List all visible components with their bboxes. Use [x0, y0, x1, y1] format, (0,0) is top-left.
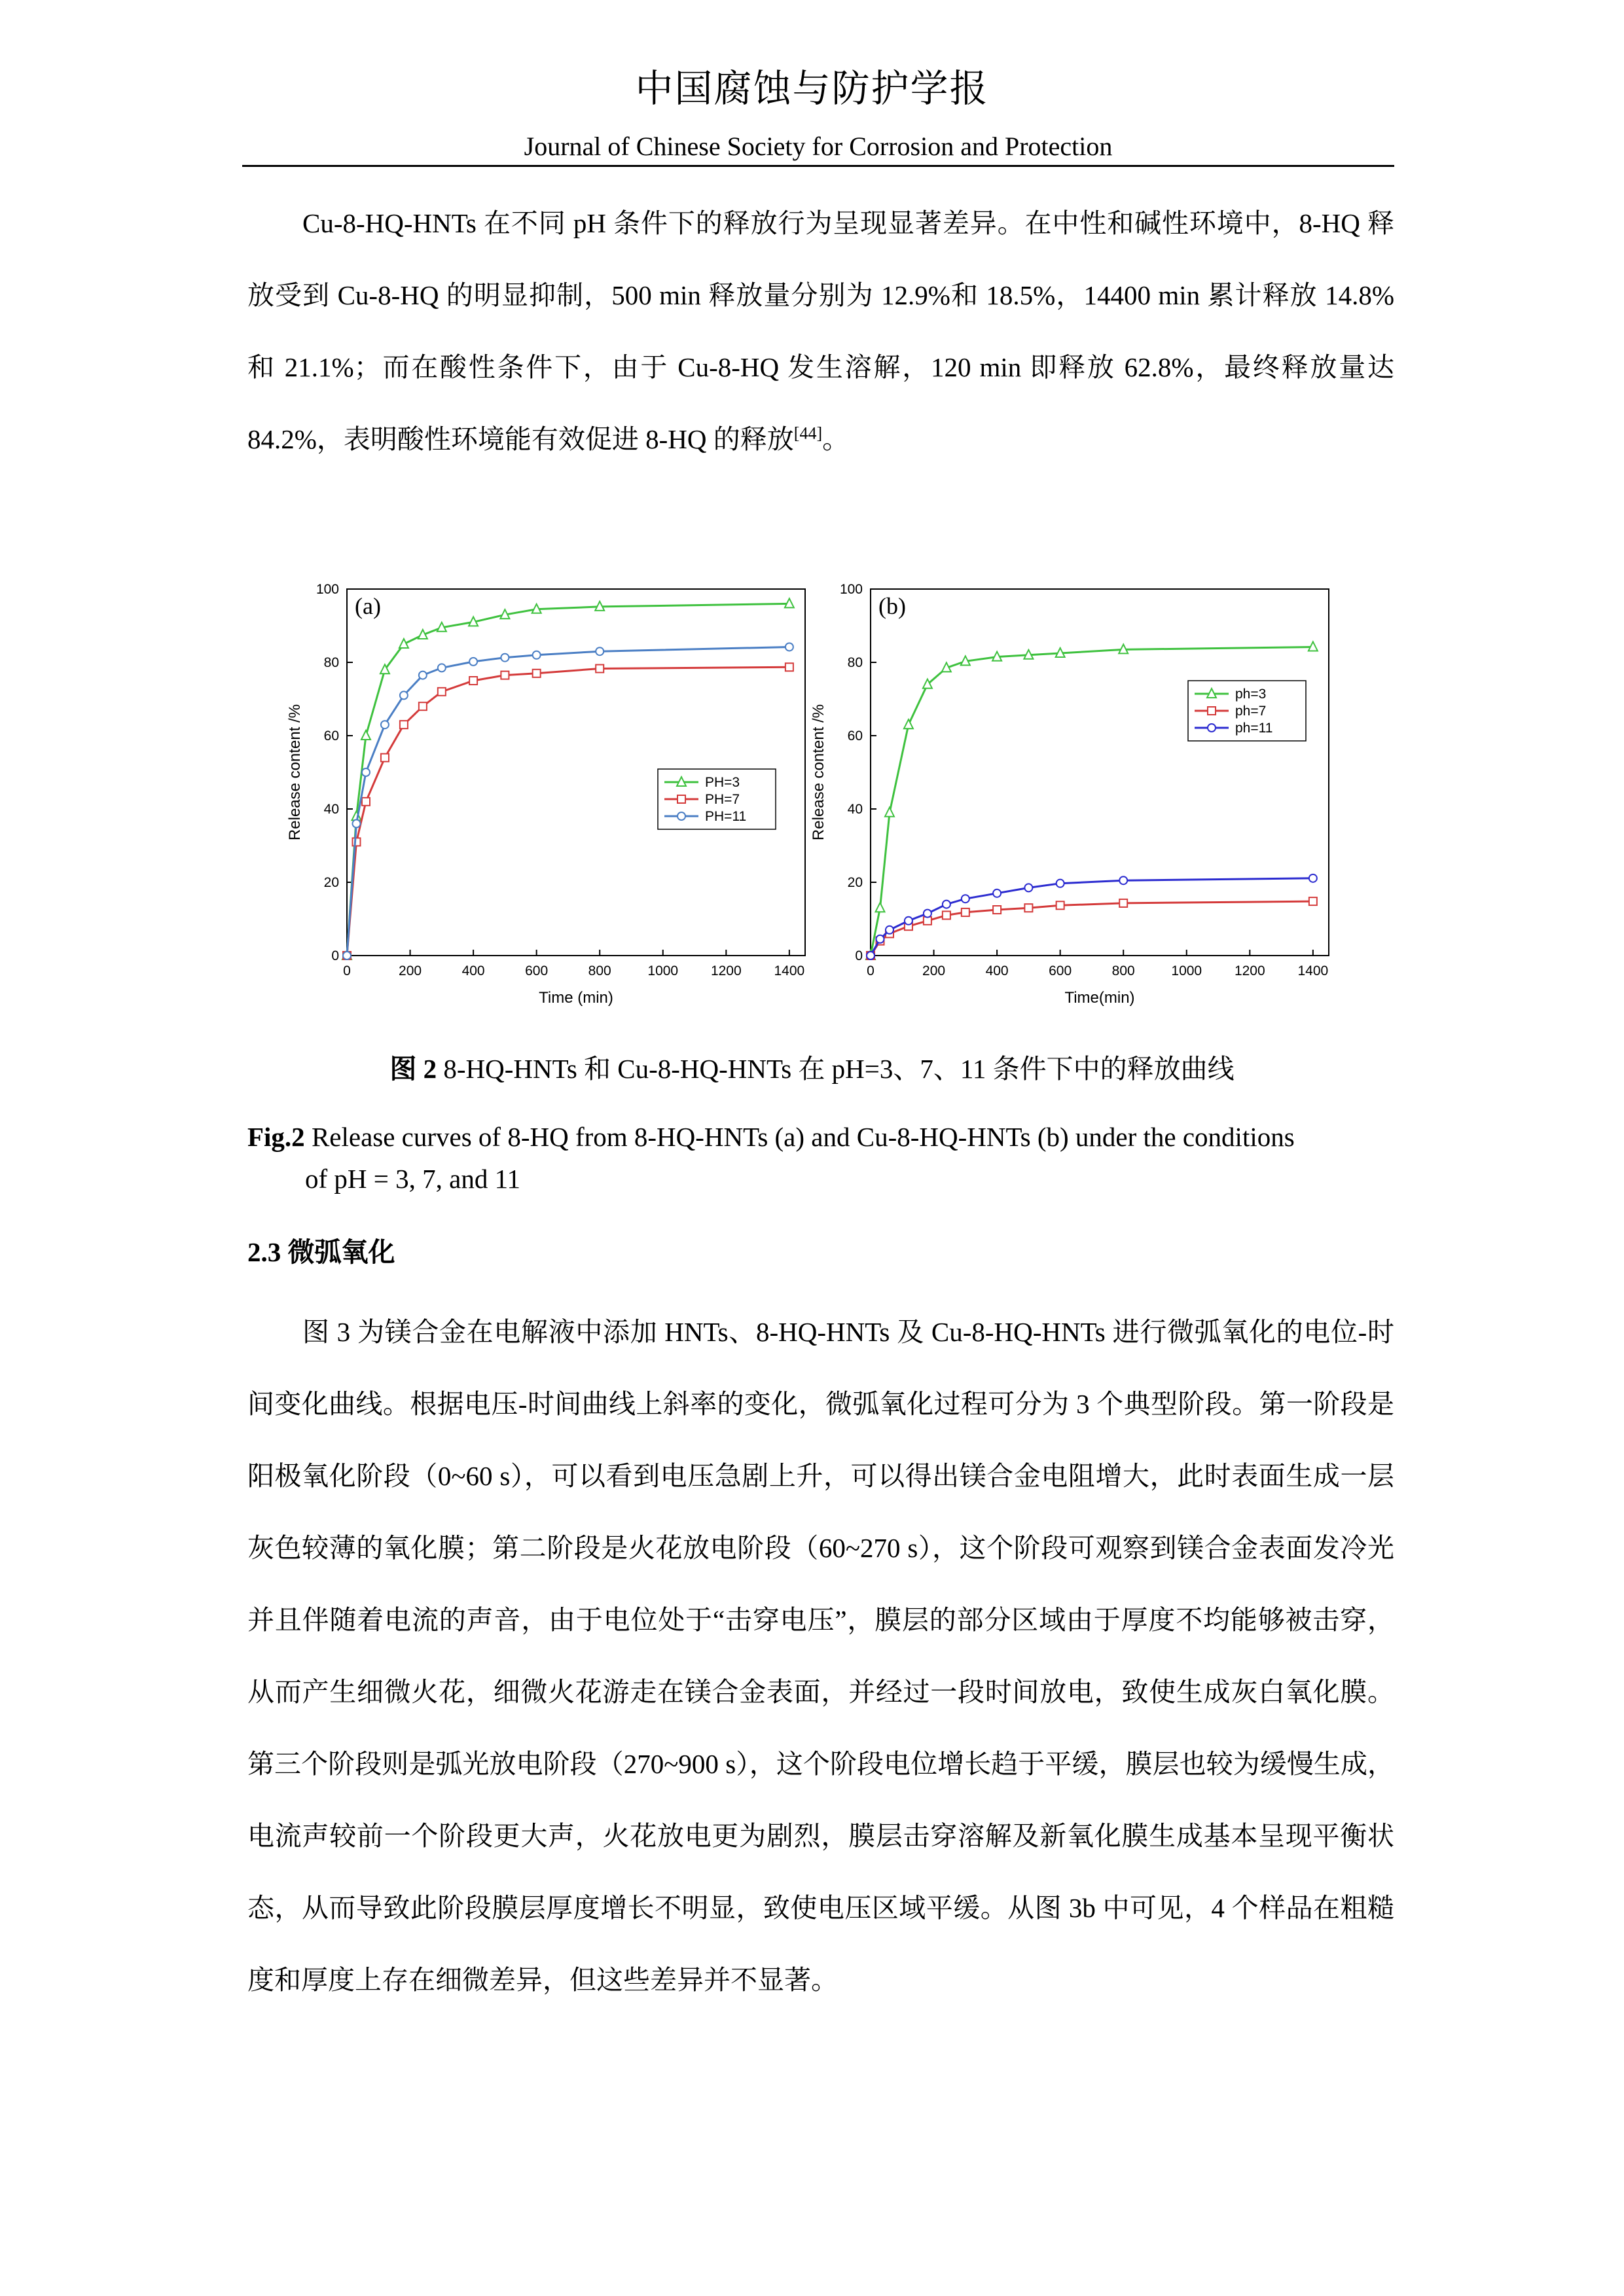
data-point	[993, 889, 1001, 897]
y-tick-label: 40	[323, 802, 339, 817]
data-point	[533, 670, 541, 677]
y-tick-label: 40	[847, 802, 863, 817]
y-tick-label: 20	[847, 875, 863, 890]
data-point	[419, 702, 427, 710]
legend-label: ph=3	[1235, 687, 1267, 702]
data-point	[352, 819, 360, 827]
x-tick-label: 800	[588, 963, 611, 978]
paragraph-micro-arc-oxidation: 图 3 为镁合金在电解液中添加 HNTs、8-HQ-HNTs 及 Cu-8-HQ-HNTs 进行微弧氧化的电位-时间变化曲线。根据电压-时间曲线上斜率的变化，微弧氧化过程可分为 3 个典型阶段。第一阶段是阳极氧化阶段（0~60 s），可以看到电压急剧上升，可以得出镁合金电阻增大，此时表面生成一层灰色较薄的氧化膜；第二阶段是火花放电阶段（60~270 s），这个阶段可观察到镁合金表面发冷光并且伴随着电流的声音，由于电位处于“击穿电压”，膜层的部分区域由于厚度不均能够被击穿，从而产生细微火花，细微火花游走在镁合金表面，并经过一段时间放电，致使生成灰白氧化膜。第三个阶段则是弧光放电阶段（270~900 s），这个阶段电位增长趋于平缓，膜层也较为缓慢生成，电流声较前一个阶段更大声，火花放电更为剧烈，膜层击穿溶解及新氧化膜生成基本呈现平衡状态，从而导致此阶段膜层厚度增长不明显，致使电压区域平缓。从图 3b 中可见，4 个样品在粗糙度和厚度上存在细微差异，但这些差异并不显著。	[247, 1317, 1394, 1995]
legend-label: PH=3	[705, 775, 740, 790]
data-point	[943, 911, 950, 919]
x-tick-label: 600	[525, 963, 549, 978]
paragraph-text: Cu-8-HQ-HNTs 在不同 pH 条件下的释放行为呈现显著差异。在中性和碱性环境中，8-HQ 释放受到 Cu-8-HQ 的明显抑制，500 min 释放量分别为 12.9%和 18.5%，14400 min 累计释放 14.8%和 21.1%；而在酸性条件下，由于 Cu-8-HQ 发生溶解，120 min 即释放 62.8%，最终释放量达 84.2%，表明酸性环境能有效促进 8-HQ 的释放	[247, 208, 1394, 454]
data-point	[501, 672, 509, 679]
y-tick-label: 100	[316, 582, 339, 597]
data-point	[381, 754, 389, 762]
data-point	[400, 691, 408, 699]
x-tick-label: 200	[399, 963, 422, 978]
y-axis-label: Release content /%	[286, 704, 304, 841]
figure-caption-cn	[0, 1047, 1624, 1086]
chart-legend	[658, 769, 776, 829]
data-point	[1024, 904, 1032, 912]
data-point	[962, 895, 969, 903]
data-point	[361, 730, 370, 740]
legend-label: PH=7	[705, 792, 740, 807]
data-point	[962, 908, 969, 916]
data-point	[905, 917, 912, 925]
data-point	[1309, 897, 1317, 905]
data-point	[596, 665, 604, 673]
x-axis-label: Time(min)	[1064, 989, 1135, 1007]
caption-label-en: Fig.2	[247, 1122, 305, 1152]
data-point	[596, 647, 604, 655]
x-tick-label: 800	[1111, 963, 1135, 978]
data-point	[438, 664, 446, 672]
data-point	[867, 952, 875, 960]
x-tick-label: 200	[922, 963, 946, 978]
data-point	[419, 672, 427, 679]
x-tick-label: 600	[1049, 963, 1072, 978]
x-tick-label: 1200	[1234, 963, 1265, 978]
data-point	[469, 677, 477, 685]
data-point	[785, 643, 793, 651]
chart-legend	[1188, 681, 1306, 741]
x-tick-label: 1000	[1171, 963, 1202, 978]
caption-text-cn: 8-HQ-HNTs 和 Cu-8-HQ-HNTs 在 pH=3、7、11 条件下中的释放曲线	[437, 1054, 1235, 1084]
caption-text-en-line2: of pH = 3, 7, and 11	[305, 1164, 521, 1194]
data-point	[924, 917, 931, 925]
x-tick-label: 400	[985, 963, 1009, 978]
section-heading: 2.3 微弧氧化	[247, 1237, 395, 1267]
legend-label: ph=7	[1235, 704, 1267, 719]
figure-2	[275, 569, 1348, 1028]
legend-label: ph=11	[1235, 721, 1273, 736]
data-point	[904, 719, 913, 728]
legend-marker	[1208, 707, 1216, 715]
chart-panel-b	[810, 582, 1329, 1007]
y-tick-label: 80	[847, 655, 863, 670]
data-point	[1024, 884, 1032, 891]
data-point	[381, 721, 389, 728]
paragraph-release-behavior	[247, 187, 1394, 475]
x-tick-label: 0	[343, 963, 351, 978]
citation-ref: [44]	[793, 423, 823, 443]
data-point	[533, 651, 541, 659]
journal-title-en: Journal of Chinese Society for Corrosion and Protection	[524, 132, 1113, 161]
paragraph-end: 。	[822, 424, 850, 454]
data-point	[362, 768, 370, 776]
data-point	[886, 926, 893, 934]
data-point	[1119, 899, 1127, 907]
y-tick-label: 80	[323, 655, 339, 670]
plot-frame	[871, 589, 1329, 956]
caption-text-en-line1: Release curves of 8-HQ from 8-HQ-HNTs (a) and Cu-8-HQ-HNTs (b) under the conditions	[304, 1122, 1295, 1152]
y-tick-label: 0	[331, 948, 339, 963]
legend-marker	[677, 812, 685, 820]
data-point	[785, 663, 793, 671]
data-point	[876, 935, 884, 943]
data-point	[1056, 901, 1064, 909]
y-tick-label: 0	[855, 948, 863, 963]
legend-label: PH=11	[705, 809, 747, 824]
panel-label: (a)	[355, 593, 381, 619]
data-point	[352, 838, 360, 846]
y-tick-label: 60	[847, 728, 863, 744]
x-tick-label: 400	[461, 963, 485, 978]
release-curves-figure	[275, 569, 1348, 1028]
data-point	[501, 654, 509, 662]
data-point	[469, 658, 477, 666]
data-point	[1309, 874, 1317, 882]
y-tick-label: 60	[323, 728, 339, 744]
chart-panel-a	[286, 582, 805, 1007]
series-ph11	[867, 874, 1317, 960]
figure-caption-en	[247, 1116, 1394, 1200]
data-point	[362, 798, 370, 806]
panel-label: (b)	[878, 593, 906, 619]
journal-title-cn: 中国腐蚀与防护学报	[635, 66, 989, 111]
x-tick-label: 0	[867, 963, 875, 978]
data-point	[875, 903, 884, 912]
y-tick-label: 20	[323, 875, 339, 890]
x-tick-label: 1400	[774, 963, 805, 978]
y-axis-label: Release content /%	[810, 704, 827, 841]
header-rule	[242, 165, 1394, 167]
data-point	[924, 910, 931, 918]
data-point	[1119, 876, 1127, 884]
x-tick-label: 1200	[710, 963, 742, 978]
data-point	[343, 952, 351, 960]
x-tick-label: 1000	[647, 963, 679, 978]
data-point	[885, 808, 894, 817]
caption-label-cn: 图 2	[389, 1054, 437, 1084]
legend-marker	[1208, 724, 1216, 732]
x-tick-label: 1400	[1297, 963, 1329, 978]
data-point	[1056, 880, 1064, 888]
series-line	[871, 878, 1313, 956]
legend-marker	[677, 795, 685, 803]
data-point	[400, 721, 408, 728]
data-point	[438, 688, 446, 696]
x-axis-label: Time (min)	[539, 989, 613, 1007]
y-tick-label: 100	[839, 582, 863, 597]
data-point	[943, 901, 950, 908]
data-point	[993, 906, 1001, 914]
